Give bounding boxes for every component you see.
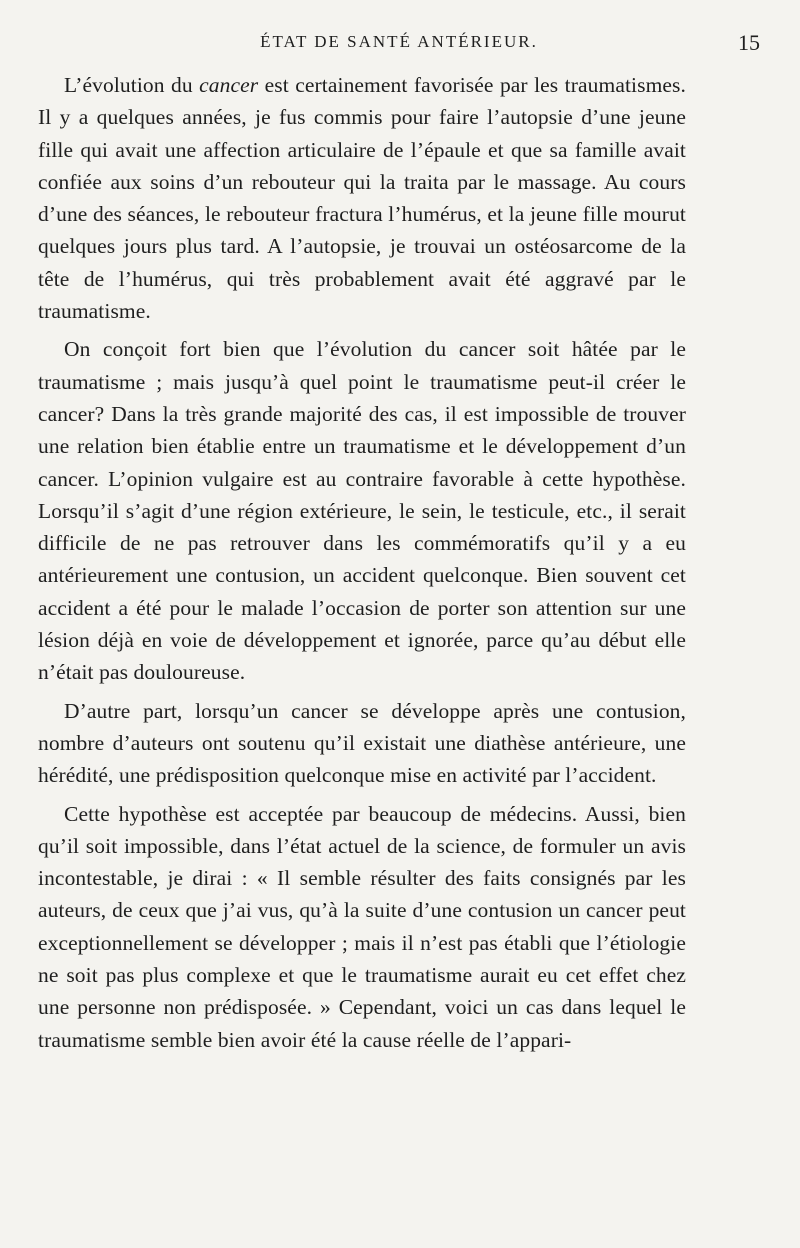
paragraph-1-emphasis: cancer xyxy=(199,73,259,97)
page-number: 15 xyxy=(738,30,760,55)
paragraph-1-before: L’évolution du xyxy=(64,73,200,97)
paragraph-4: Cette hypothèse est acceptée par beaucoup de médecins. Aussi, bien qu’il soit impossible, dans l’état actuel de la science, de formuler un avis incontestable, je dirai : « Il semble résulter des faits consignés par les auteurs, de ceux que j’ai vus, qu’à la suite d’une contusion un cancer peut exceptionnellement se développer ; mais il n’est pas établi que l’étiologie ne soit pas plus complexe et que le traumatisme aurait eu cet effet chez une personne non prédisposée. » Cependant, voici un cas dans lequel le traumatisme semble bien avoir été la cause réelle de l’appari- xyxy=(38,801,686,1052)
running-header xyxy=(38,30,760,60)
paragraph-3: D’autre part, lorsqu’un cancer se développe après une contusion, nombre d’auteurs ont soutenu qu’il existait une diathèse antérieure, une hérédité, une prédisposition quelconque mise en activité par l’accident. xyxy=(38,698,686,788)
paragraph-1 xyxy=(38,69,686,327)
body-text xyxy=(38,69,686,1056)
paragraph-1-after: est certainement favorisée par les traumatismes. Il y a quelques années, je fus commis pour faire l’autopsie d’une jeune fille qui avait une affection articulaire de l’épaule et que sa famille avait confiée aux soins d’un rebouteur qui la traita par le massage. Au cours d’une des séances, le rebouteur fractura l’humérus, et la jeune fille mourut quelques jours plus tard. A l’autopsie, je trouvai un ostéosarcome de la tête de l’humérus, qui très probablement avait été aggravé par le traumatisme. xyxy=(38,73,686,324)
running-title: ÉTAT DE SANTÉ ANTÉRIEUR. xyxy=(260,32,538,51)
paragraph-2: On conçoit fort bien que l’évolution du cancer soit hâtée par le traumatisme ; mais jusqu’à quel point le traumatisme peut-il créer le cancer? Dans la très grande majorité des cas, il est impossible de trouver une relation bien établie entre un traumatisme et le développement d’un cancer. L’opinion vulgaire est au contraire favorable à cette hypothèse. Lorsqu’il s’agit d’une région extérieure, le sein, le testicule, etc., il serait difficile de ne pas retrouver dans les commémoratifs qu’il y a eu antérieurement une contusion, un accident quelconque. Bien souvent cet accident a été pour le malade l’occasion de porter son attention sur une lésion déjà en voie de développement et ignorée, parce qu’au début elle n’était pas douloureuse. xyxy=(38,337,686,685)
